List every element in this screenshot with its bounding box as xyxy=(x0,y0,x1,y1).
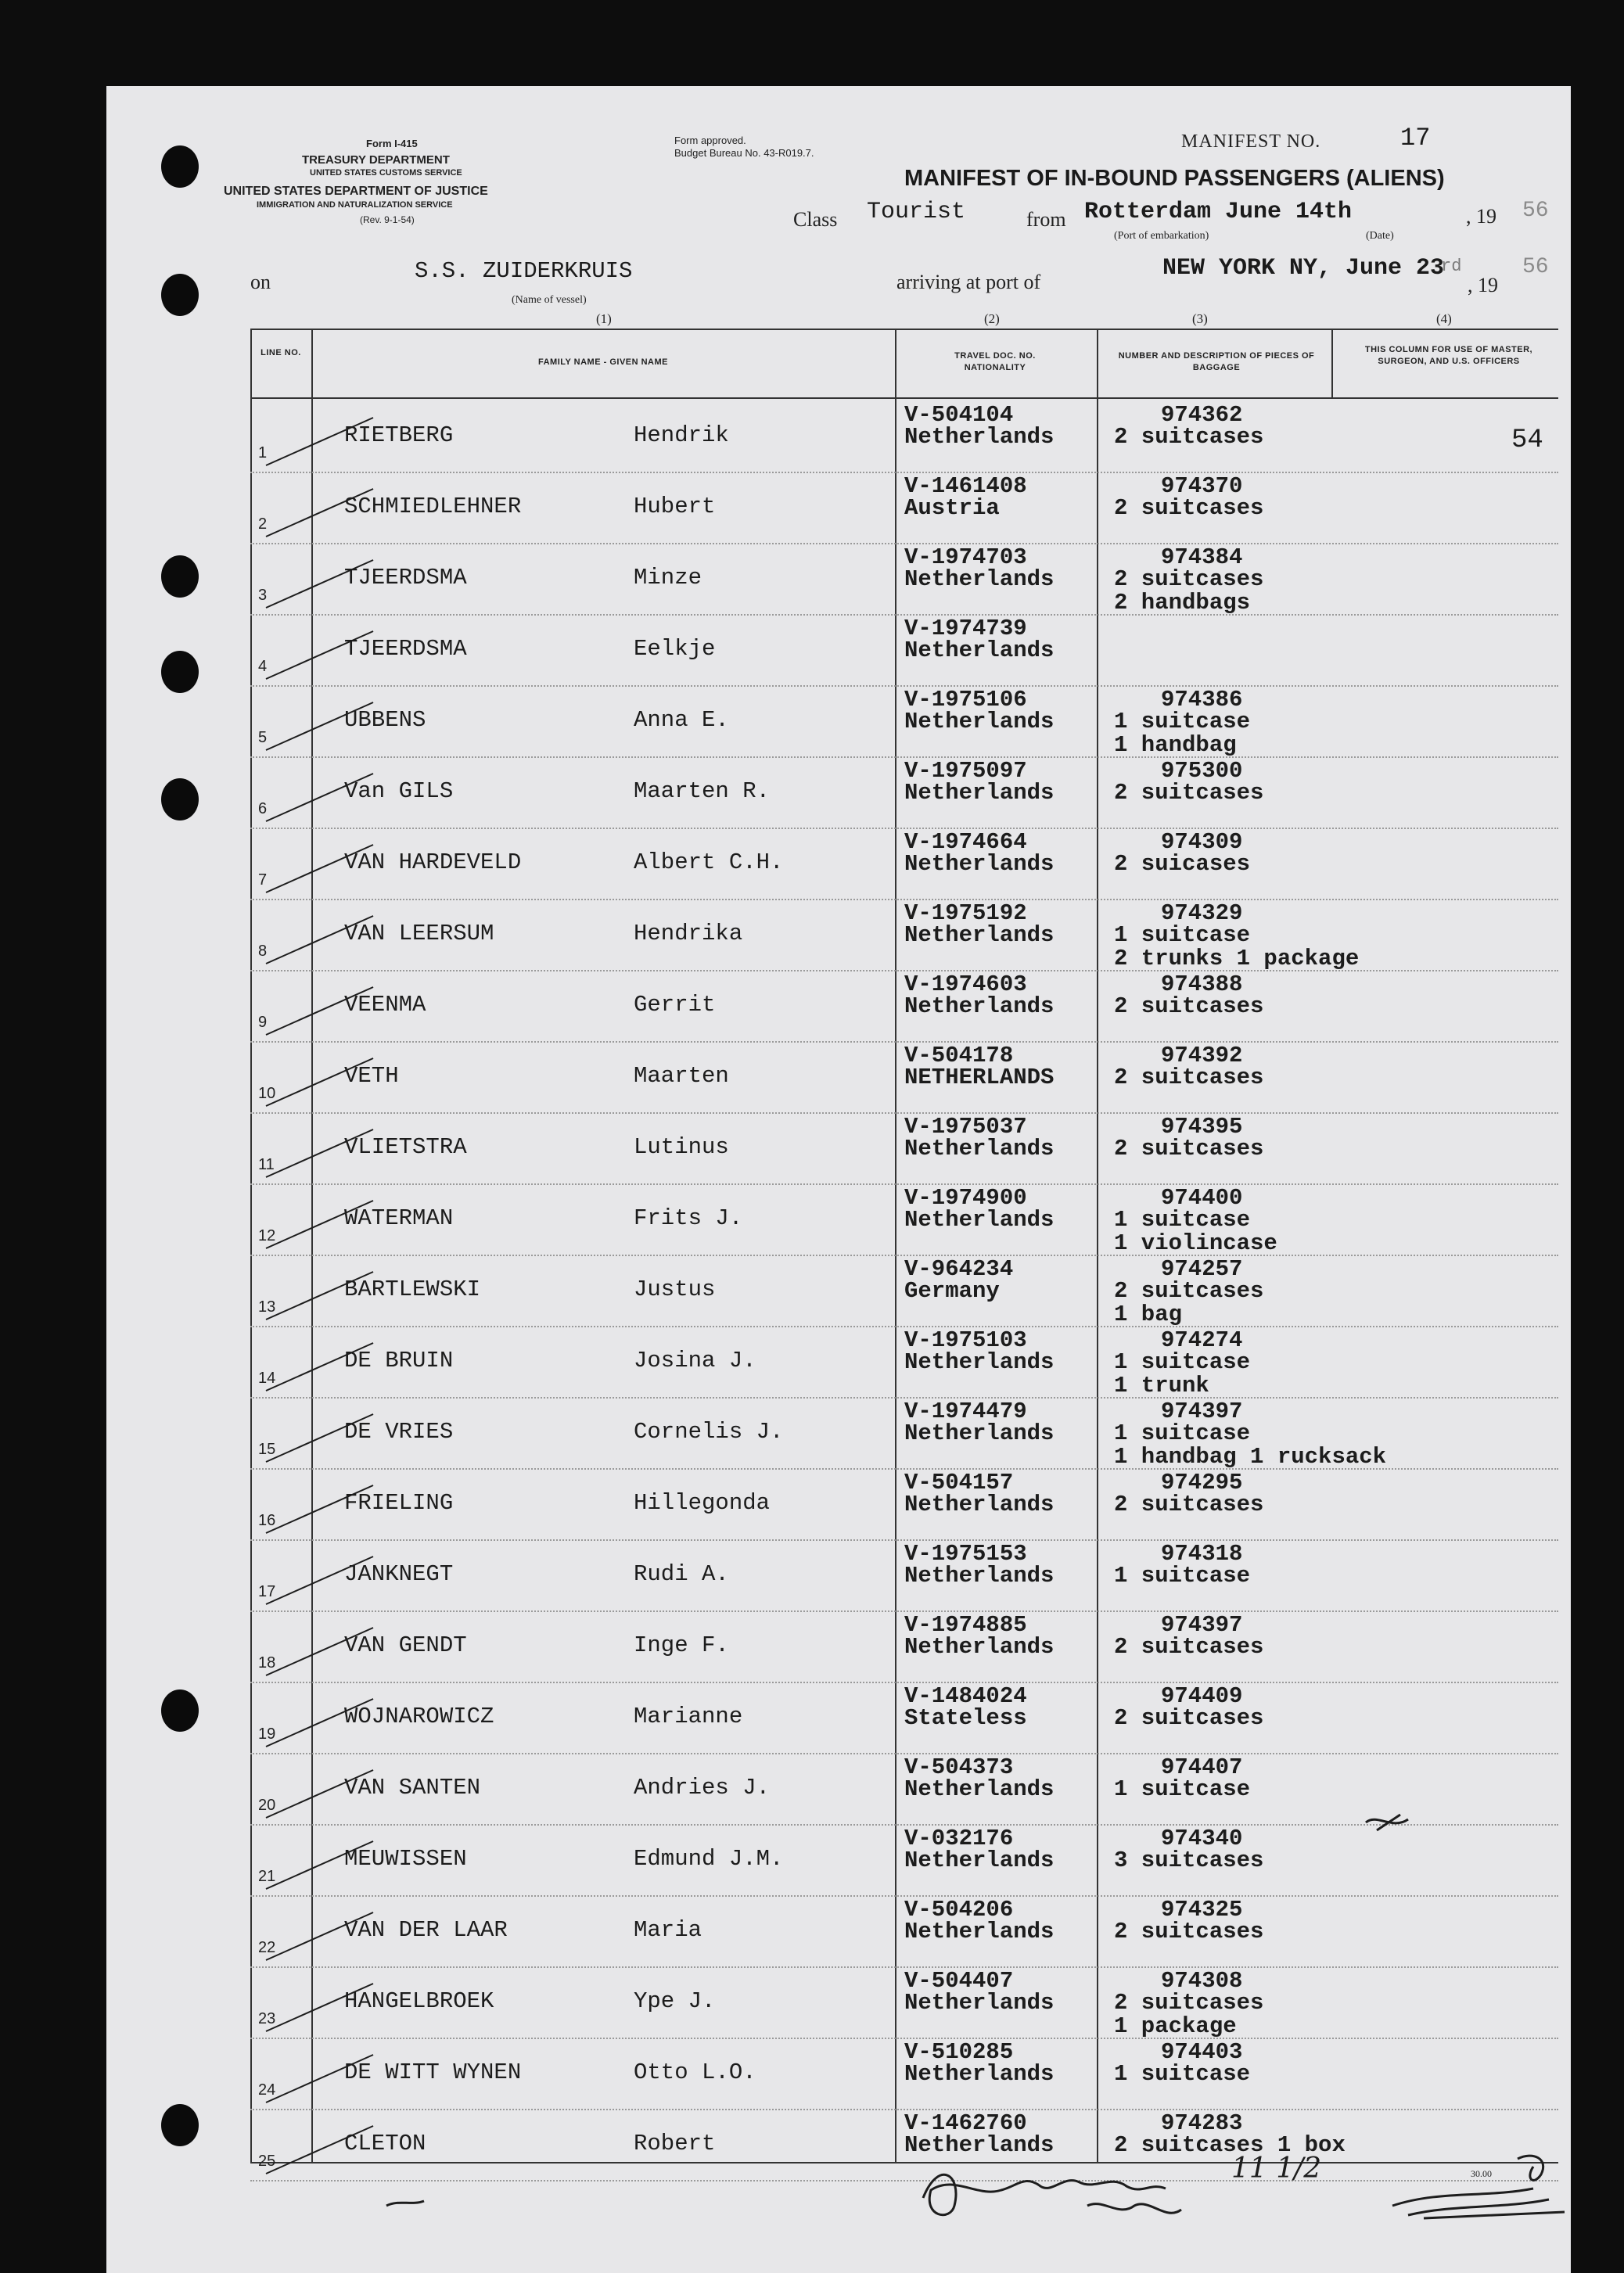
family-name: WATERMAN xyxy=(344,1205,454,1231)
baggage-line-1: 2 suitcases xyxy=(1114,1990,1264,2016)
nationality: Netherlands xyxy=(904,424,1055,450)
nationality: Netherlands xyxy=(904,993,1055,1019)
line-number: 20 xyxy=(258,1797,276,1814)
stamp-number: 30.00 xyxy=(1471,2168,1492,2179)
baggage-tag: 974309 xyxy=(1161,829,1243,855)
table-row xyxy=(250,546,1558,617)
travel-doc-number: V-1974703 xyxy=(904,544,1027,570)
given-name: Hillegonda xyxy=(634,1490,771,1516)
line-number: 3 xyxy=(258,587,268,604)
line-no-header: LINE NO. xyxy=(260,348,301,357)
manifest-label: MANIFEST NO. xyxy=(1181,131,1321,152)
officer-note: 54 xyxy=(1511,426,1543,455)
line-number: 6 xyxy=(258,800,268,817)
baggage-line-2: 1 violincase xyxy=(1114,1230,1277,1256)
table-row xyxy=(250,759,1558,831)
col-num-4: (4) xyxy=(1436,311,1452,326)
travel-doc-number: V-1975097 xyxy=(904,758,1027,784)
customs-service: UNITED STATES CUSTOMS SERVICE xyxy=(310,168,462,178)
baggage-tag: 974329 xyxy=(1161,900,1243,926)
line-number: 10 xyxy=(258,1085,276,1102)
table-row xyxy=(250,831,1558,902)
port-of-embarkation: Rotterdam June 14th xyxy=(1084,199,1353,225)
year-prefix-2: , 19 xyxy=(1468,274,1498,296)
travel-doc-number: V-032176 xyxy=(904,1826,1014,1851)
baggage-line-1: 2 suitcases xyxy=(1114,1065,1264,1090)
line-number: 11 xyxy=(258,1156,275,1173)
baggage-tag: 974407 xyxy=(1161,1754,1243,1780)
baggage-line-2: 1 package xyxy=(1114,2013,1237,2039)
travel-doc-number: V-1975192 xyxy=(904,900,1027,926)
given-name: Lutinus xyxy=(634,1134,729,1160)
baggage-tag: 974384 xyxy=(1161,544,1243,570)
baggage-line-1: 1 suitcase xyxy=(1114,1776,1251,1802)
family-name: DE VRIES xyxy=(344,1419,454,1445)
family-name: DE WITT WYNEN xyxy=(344,2059,522,2085)
table-row xyxy=(250,1258,1558,1329)
nationality: Netherlands xyxy=(904,1847,1055,1873)
nationality: Austria xyxy=(904,495,1000,521)
baggage-tag: 974274 xyxy=(1161,1327,1243,1353)
family-name: UBBENS xyxy=(344,707,426,733)
baggage-line-1: 2 suitcases xyxy=(1114,1634,1264,1660)
given-name: Hendrika xyxy=(634,921,743,946)
family-name: JANKNEGT xyxy=(344,1561,454,1587)
travel-doc-number: V-504157 xyxy=(904,1470,1014,1496)
officers-header: THIS COLUMN FOR USE OF MASTER, SURGEON, AND U.S. OFFICERS xyxy=(1364,345,1533,366)
baggage-line-1: 1 suitcase xyxy=(1114,1563,1251,1589)
nationality: Netherlands xyxy=(904,922,1055,948)
line-number: 22 xyxy=(258,1939,276,1956)
nationality: Netherlands xyxy=(904,1634,1055,1660)
nationality: Stateless xyxy=(904,1705,1027,1731)
baggage-tag: 974318 xyxy=(1161,1541,1243,1567)
justice-dept: UNITED STATES DEPARTMENT OF JUSTICE xyxy=(224,185,488,198)
nationality: Netherlands xyxy=(904,1420,1055,1446)
line-number: 9 xyxy=(258,1014,268,1031)
family-name: RIETBERG xyxy=(344,422,454,448)
line-number: 1 xyxy=(258,444,268,461)
line-number: 24 xyxy=(258,2081,276,2099)
baggage-tag: 974392 xyxy=(1161,1043,1243,1068)
baggage-tag: 974388 xyxy=(1161,971,1243,997)
baggage-line-1: 2 suitcases xyxy=(1114,1136,1264,1162)
travel-doc-number: V-1974900 xyxy=(904,1185,1027,1211)
travel-doc-number: V-1461408 xyxy=(904,473,1027,499)
table-row xyxy=(250,1400,1558,1471)
budget-bureau: Budget Bureau No. 43-R019.7. xyxy=(674,147,814,159)
travel-doc-number: V-1974479 xyxy=(904,1399,1027,1424)
nationality: Netherlands xyxy=(904,1990,1055,2016)
family-name: HANGELBROEK xyxy=(344,1988,494,2014)
arriving-label: arriving at port of xyxy=(896,271,1041,293)
nationality: Netherlands xyxy=(904,2132,1055,2158)
nationality: Netherlands xyxy=(904,709,1055,734)
baggage-line-1: 2 suitcases xyxy=(1114,1278,1264,1304)
class-label: Class xyxy=(793,208,838,231)
nationality: Germany xyxy=(904,1278,1000,1304)
baggage-line-1: 1 suitcase xyxy=(1114,709,1251,734)
given-name: Justus xyxy=(634,1277,716,1302)
travel-doc-number: V-510285 xyxy=(904,2039,1014,2065)
baggage-line-1: 1 suitcase xyxy=(1114,922,1251,948)
baggage-line-2: 2 trunks 1 package xyxy=(1114,946,1360,971)
travel-doc-number: V-1975037 xyxy=(904,1114,1027,1140)
travel-doc-number: V-1975153 xyxy=(904,1541,1027,1567)
given-name: Robert xyxy=(634,2131,716,2156)
line-number: 5 xyxy=(258,729,268,746)
baggage-line-1: 2 suitcases xyxy=(1114,780,1264,806)
baggage-tag: 974362 xyxy=(1161,402,1243,428)
given-name: Rudi A. xyxy=(634,1561,729,1587)
travel-doc-number: V-504407 xyxy=(904,1968,1014,1994)
nationality: NETHERLANDS xyxy=(904,1065,1055,1090)
baggage-tag: 975300 xyxy=(1161,758,1243,784)
table-row xyxy=(250,1614,1558,1685)
baggage-tag: 974295 xyxy=(1161,1470,1243,1496)
revision: (Rev. 9-1-54) xyxy=(360,214,415,225)
col-num-3: (3) xyxy=(1192,311,1208,326)
line-number: 17 xyxy=(258,1583,276,1600)
family-name: SCHMIEDLEHNER xyxy=(344,494,522,519)
family-name: CLETON xyxy=(344,2131,426,2156)
baggage-tag: 974409 xyxy=(1161,1683,1243,1709)
given-name: Minze xyxy=(634,565,702,591)
baggage-line-1: 2 suitcases xyxy=(1114,993,1264,1019)
vessel-name: S.S. ZUIDERKRUIS xyxy=(415,258,633,284)
travel-doc-number: V-504104 xyxy=(904,402,1014,428)
tally-mark: 11 1/2 xyxy=(1231,2153,1322,2185)
table-row xyxy=(250,1685,1558,1756)
line-number: 19 xyxy=(258,1725,276,1743)
travel-doc-number: V-1484024 xyxy=(904,1683,1027,1709)
col-num-1: (1) xyxy=(596,311,612,326)
given-name: Josina J. xyxy=(634,1348,756,1373)
baggage-line-1: 2 suitcases xyxy=(1114,566,1264,592)
baggage-tag: 974283 xyxy=(1161,2110,1243,2136)
given-name: Gerrit xyxy=(634,992,716,1018)
year-1: 56 xyxy=(1522,199,1549,223)
given-name: Inge F. xyxy=(634,1632,729,1658)
nationality: Netherlands xyxy=(904,1207,1055,1233)
family-name: VAN DER LAAR xyxy=(344,1917,508,1943)
baggage-line-1: 3 suitcases xyxy=(1114,1847,1264,1873)
form-id: Form I-415 xyxy=(366,138,418,149)
nationality: Netherlands xyxy=(904,1492,1055,1517)
from-label: from xyxy=(1026,208,1066,231)
table-row xyxy=(250,902,1558,973)
table-row xyxy=(250,688,1558,759)
on-label: on xyxy=(250,271,271,293)
given-name: Frits J. xyxy=(634,1205,743,1231)
given-name: Maria xyxy=(634,1917,702,1943)
baggage-line-2: 1 bag xyxy=(1114,1302,1183,1327)
family-name: WOJNAROWICZ xyxy=(344,1704,494,1729)
punch-hole xyxy=(161,1689,199,1732)
baggage-tag: 974370 xyxy=(1161,473,1243,499)
baggage-line-1: 2 suitcases xyxy=(1114,1705,1264,1731)
family-name: VAN SANTEN xyxy=(344,1775,481,1801)
table-row xyxy=(250,1898,1558,1970)
given-name: Maarten xyxy=(634,1063,729,1089)
line-number: 12 xyxy=(258,1227,276,1244)
baggage-line-1: 1 suitcase xyxy=(1114,1207,1251,1233)
baggage-tag: 974397 xyxy=(1161,1612,1243,1638)
family-name: VAN GENDT xyxy=(344,1632,467,1658)
family-name: FRIELING xyxy=(344,1490,454,1516)
baggage-tag: 974397 xyxy=(1161,1399,1243,1424)
nationality: Netherlands xyxy=(904,1349,1055,1375)
travel-doc-number: V-1462760 xyxy=(904,2110,1027,2136)
nationality: Netherlands xyxy=(904,1136,1055,1162)
line-number: 14 xyxy=(258,1370,276,1387)
nationality: Netherlands xyxy=(904,780,1055,806)
travel-doc-number: V-1974885 xyxy=(904,1612,1027,1638)
col-divider xyxy=(1331,329,1333,397)
punch-hole xyxy=(161,274,199,316)
baggage-line-1: 2 suitcases xyxy=(1114,495,1264,521)
class-value: Tourist xyxy=(867,199,966,225)
baggage-line-2: 1 handbag 1 rucksack xyxy=(1114,1444,1387,1470)
ins-service: IMMIGRATION AND NATURALIZATION SERVICE xyxy=(257,200,453,210)
family-name: TJEERDSMA xyxy=(344,565,467,591)
punch-hole xyxy=(161,778,199,821)
treasury-dept: TREASURY DEPARTMENT xyxy=(302,153,450,167)
nationality: Netherlands xyxy=(904,1776,1055,1802)
given-name: Anna E. xyxy=(634,707,729,733)
family-name: VETH xyxy=(344,1063,399,1089)
line-number: 15 xyxy=(258,1441,276,1458)
arrival-suffix: rd xyxy=(1441,257,1462,276)
vessel-caption: (Name of vessel) xyxy=(512,294,587,306)
punch-hole xyxy=(161,555,199,598)
travel-doc-number: V-1975106 xyxy=(904,687,1027,713)
travel-doc-number: V-504178 xyxy=(904,1043,1014,1068)
given-name: Cornelis J. xyxy=(634,1419,784,1445)
baggage-tag: 974395 xyxy=(1161,1114,1243,1140)
baggage-line-1: 1 suitcase xyxy=(1114,1420,1251,1446)
baggage-tag: 974308 xyxy=(1161,1968,1243,1994)
baggage-line-1: 2 suitcases xyxy=(1114,1919,1264,1944)
baggage-line-1: 2 suitcases xyxy=(1114,424,1264,450)
family-name: Van GILS xyxy=(344,778,454,804)
punch-hole xyxy=(161,145,199,188)
table-row xyxy=(250,1542,1558,1614)
given-name: Otto L.O. xyxy=(634,2059,756,2085)
given-name: Marianne xyxy=(634,1704,743,1729)
baggage-line-1: 2 suitcases 1 box xyxy=(1114,2132,1346,2158)
manifest-title: MANIFEST OF IN-BOUND PASSENGERS (ALIENS) xyxy=(904,166,1445,191)
punch-hole xyxy=(161,651,199,693)
given-name: Maarten R. xyxy=(634,778,771,804)
manifest-number: 17 xyxy=(1400,124,1431,153)
line-number: 18 xyxy=(258,1654,276,1672)
date-caption: (Date) xyxy=(1366,230,1394,242)
arrival-port-date: NEW YORK NY, June 23 xyxy=(1162,255,1445,282)
family-name: VLIETSTRA xyxy=(344,1134,467,1160)
baggage-tag: 974325 xyxy=(1161,1897,1243,1923)
given-name: Albert C.H. xyxy=(634,849,784,875)
given-name: Ype J. xyxy=(634,1988,716,2014)
nationality: Netherlands xyxy=(904,851,1055,877)
table-row xyxy=(250,1044,1558,1115)
nationality: Netherlands xyxy=(904,566,1055,592)
col-num-2: (2) xyxy=(984,311,1000,326)
margin-mark xyxy=(383,2190,430,2214)
port-caption: (Port of embarkation) xyxy=(1114,230,1209,242)
line-number: 7 xyxy=(258,871,268,889)
family-name: DE BRUIN xyxy=(344,1348,454,1373)
nationality: Netherlands xyxy=(904,2061,1055,2087)
family-name: VAN HARDEVELD xyxy=(344,849,522,875)
baggage-line-1: 1 suitcase xyxy=(1114,2061,1251,2087)
table-row xyxy=(250,617,1558,688)
given-name: Hendrik xyxy=(634,422,729,448)
initial-scribble xyxy=(1518,2156,1543,2180)
line-number: 21 xyxy=(258,1868,276,1885)
table-row xyxy=(250,973,1558,1044)
family-name: TJEERDSMA xyxy=(344,636,467,662)
family-name: BARTLEWSKI xyxy=(344,1277,481,1302)
name-header: FAMILY NAME - GIVEN NAME xyxy=(537,357,669,367)
table-row xyxy=(250,475,1558,546)
baggage-line-2: 1 handbag xyxy=(1114,732,1237,758)
given-name: Andries J. xyxy=(634,1775,771,1801)
nationality: Netherlands xyxy=(904,1919,1055,1944)
family-name: VAN LEERSUM xyxy=(344,921,494,946)
line-number: 13 xyxy=(258,1298,276,1316)
header-divider xyxy=(250,397,1558,399)
nationality: Netherlands xyxy=(904,637,1055,663)
baggage-line-2: 1 trunk xyxy=(1114,1373,1209,1399)
given-name: Hubert xyxy=(634,494,716,519)
baggage-line-2: 2 handbags xyxy=(1114,590,1251,616)
family-name: VEENMA xyxy=(344,992,426,1018)
table-row xyxy=(250,1471,1558,1542)
table-row xyxy=(250,1115,1558,1187)
officer-mark xyxy=(1361,1807,1424,1838)
baggage-tag: 974257 xyxy=(1161,1256,1243,1282)
nationality: Netherlands xyxy=(904,1563,1055,1589)
table-row xyxy=(250,404,1558,475)
table-row xyxy=(250,2041,1558,2112)
baggage-line-1: 1 suitcase xyxy=(1114,1349,1251,1375)
travel-doc-number: V-1974603 xyxy=(904,971,1027,997)
table-row xyxy=(250,1329,1558,1400)
given-name: Edmund J.M. xyxy=(634,1846,784,1872)
line-number: 16 xyxy=(258,1512,276,1529)
line-number: 8 xyxy=(258,943,268,960)
stamp-scribble xyxy=(1392,2189,1565,2218)
baggage-tag: 974340 xyxy=(1161,1826,1243,1851)
given-name: Eelkje xyxy=(634,636,716,662)
travel-doc-number: V-964234 xyxy=(904,1256,1014,1282)
year-2: 56 xyxy=(1522,255,1549,279)
line-number: 2 xyxy=(258,515,268,533)
travel-doc-number: V-504206 xyxy=(904,1897,1014,1923)
line-number: 23 xyxy=(258,2010,276,2027)
travel-doc-number: V-504373 xyxy=(904,1754,1014,1780)
baggage-tag: 974400 xyxy=(1161,1185,1243,1211)
travel-doc-number: V-1974739 xyxy=(904,616,1027,641)
travel-header: TRAVEL DOC. NO. NATIONALITY xyxy=(954,351,1036,372)
signature-scribble-2 xyxy=(1087,2204,1181,2214)
punch-hole xyxy=(161,2104,199,2146)
travel-doc-number: V-1975103 xyxy=(904,1327,1027,1353)
baggage-header: NUMBER AND DESCRIPTION OF PIECES OF BAGGAGE xyxy=(1118,351,1315,372)
family-name: MEUWISSEN xyxy=(344,1846,467,1872)
form-approved: Form approved. xyxy=(674,135,746,146)
baggage-line-1: 2 suitcases xyxy=(1114,1492,1264,1517)
year-prefix-1: , 19 xyxy=(1466,205,1496,228)
baggage-line-1: 2 suicases xyxy=(1114,851,1251,877)
table-row xyxy=(250,1187,1558,1258)
line-number: 4 xyxy=(258,658,268,675)
baggage-tag: 974403 xyxy=(1161,2039,1243,2065)
table-row xyxy=(250,1970,1558,2041)
baggage-tag: 974386 xyxy=(1161,687,1243,713)
travel-doc-number: V-1974664 xyxy=(904,829,1027,855)
line-number: 25 xyxy=(258,2153,276,2170)
